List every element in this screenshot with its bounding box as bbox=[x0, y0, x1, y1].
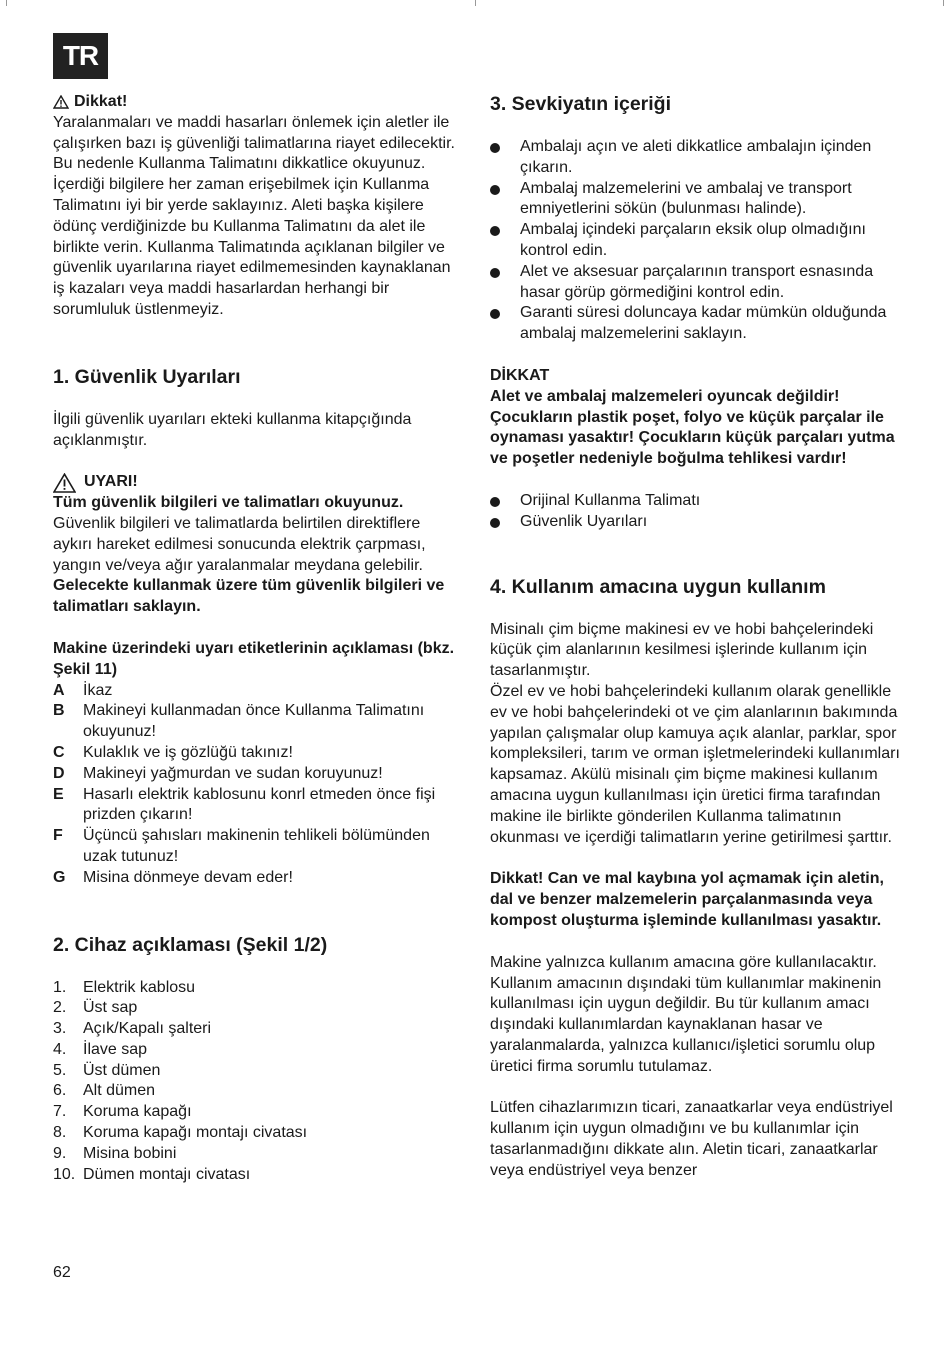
included-documents-list bbox=[490, 491, 900, 533]
list-item: 4. İlave sap bbox=[53, 1040, 148, 1058]
parts-list bbox=[53, 978, 463, 1186]
list-item: 2. Üst sap bbox=[53, 999, 138, 1017]
list-item: A İkaz bbox=[53, 681, 113, 699]
list-item: Ambalaj içindeki parçaların eksik olup olmadığını kontrol edin. bbox=[490, 220, 900, 262]
list-item: 8. Koruma kapağı montajı civatası bbox=[53, 1124, 308, 1142]
list-item: 7. Koruma kapağı bbox=[53, 1103, 192, 1121]
bullet-icon bbox=[490, 512, 520, 533]
crop-mark bbox=[475, 0, 476, 6]
list-item: D Makineyi yağmurdan ve sudan koruyunuz! bbox=[53, 764, 383, 782]
list-item: 5. Üst dümen bbox=[53, 1061, 161, 1079]
warning-labels-list bbox=[53, 681, 463, 889]
warning-icon bbox=[53, 473, 76, 493]
section-4-paragraph-1: Misinalı çim biçme makinesi ev ve hobi bahçelerindeki küçük çim alanlarının kesilmesi işlerinde kullanım için tasarlanmıştır. bbox=[490, 620, 874, 680]
caution-text: Alet ve ambalaj malzemeleri oyuncak değildir! Çocukların plastik poşet, folyo ve küçük parçalar ile oynaması yasaktır! Çocukların küçük parçaları yutma ve poşetler nedeniyle boğulma tehlikesi vardır! bbox=[490, 387, 895, 468]
intro-warning-title bbox=[53, 92, 463, 113]
list-item: C Kulaklık ve iş gözlüğü takınız! bbox=[53, 743, 293, 761]
bullet-icon bbox=[490, 137, 520, 179]
bullet-icon bbox=[490, 491, 520, 512]
list-item: Orijinal Kullanma Talimatı bbox=[490, 491, 900, 512]
list-item: Garanti süresi doluncaya kadar mümkün olduğunda ambalaj malzemelerini saklayın. bbox=[490, 303, 900, 345]
list-item: Ambalaj malzemelerini ve ambalaj ve transport emniyetlerini sökün (bulunması halinde). bbox=[490, 179, 900, 221]
delivery-contents-list bbox=[490, 137, 900, 345]
warning-text: Güvenlik bilgileri ve talimatlarda belirtilen direktiflere aykırı hareket edilmesi sonucunda elektrik çarpması, yangın ve/veya ağır yaralanmalar meydana gelebilir. bbox=[53, 514, 426, 574]
crop-mark bbox=[943, 0, 944, 6]
intro-text: Yaralanmaları ve maddi hasarları önlemek için aletler ile çalışırken bazı iş güvenliği talimatlarına riayet edilecektir. Bu nedenle Kullanma Talimatını dikkatlice okuyunuz. İçerdiği bilgilere her zaman erişebilmek için Kullanma Talimatını iyi bir yerde saklayınız. Aleti başka kişilere ödünç verdiğinizde bu Kullanma Talimatını da alet ile birlikte verin. Kullanma Talimatında açıklanan bilgiler ve güvenlik uyarılarına riayet edilmemesinden kaynaklanan iş kazaları veya maddi hasarlardan herhangi bir sorumluluk üstlenmeyiz. bbox=[53, 113, 455, 318]
section-2-title: 2. Cihaz açıklaması (Şekil 1/2) bbox=[53, 933, 328, 956]
section-4-warning: Dikkat! Can ve mal kaybına yol açmamak için aletin, dal ve benzer malzemelerin parçalanmasında veya kompost oluşturma işleminde kullanılması yasaktır. bbox=[490, 870, 884, 929]
intro-title: Dikkat! bbox=[74, 93, 128, 110]
list-item: Alet ve aksesuar parçalarının transport esnasında hasar görüp görmediğini kontrol edin. bbox=[490, 262, 900, 304]
page-number: 62 bbox=[53, 1264, 71, 1281]
caution-title: DİKKAT bbox=[490, 366, 550, 384]
right-column bbox=[490, 92, 900, 1182]
list-item: E Hasarlı elektrik kablosunu konrl etmeden önce fişi prizden çıkarın! bbox=[53, 785, 436, 824]
bullet-icon bbox=[490, 179, 520, 221]
bullet-icon bbox=[490, 220, 520, 262]
list-item: 1. Elektrik kablosu bbox=[53, 978, 196, 996]
safety-warning-title bbox=[53, 472, 463, 493]
section-1-title: 1. Güvenlik Uyarıları bbox=[53, 365, 241, 388]
section-4-title: 4. Kullanım amacına uygun kullanım bbox=[490, 575, 826, 598]
bullet-icon bbox=[490, 303, 520, 345]
left-column bbox=[53, 92, 463, 1185]
labels-title: Makine üzerindeki uyarı etiketlerinin açıklaması (bkz. Şekil 11) bbox=[53, 639, 455, 678]
warning-bold: Tüm güvenlik bilgileri ve talimatları okuyunuz. bbox=[53, 494, 404, 512]
language-badge: TR bbox=[53, 33, 108, 79]
section-1-intro: İlgili güvenlik uyarıları ekteki kullanma kitapçığında açıklanmıştır. bbox=[53, 410, 412, 449]
section-4-paragraph-4: Lütfen cihazlarımızın ticari, zanaatkarlar veya endüstriyel kullanım için uygun olmadığını ve bu kullanımlar için tasarlanmadığını dikkate alın. Aletin ticari, zanaatkarlar veya endüstriyel veya benzer bbox=[490, 1099, 893, 1179]
list-item: B Makineyi kullanmadan önce Kullanma Talimatını okuyunuz! bbox=[53, 702, 425, 741]
warning-icon bbox=[53, 95, 69, 109]
crop-mark bbox=[6, 0, 7, 6]
section-4-paragraph-3: Makine yalnızca kullanım amacına göre kullanılacaktır. Kullanım amacının dışındaki tüm kullanımlar makinenin kullanılması için uygun değildir. Bu tür kullanım amacı dışındaki kullanımlardan kaynaklanan hasar ve yaralanmalarda, yalnızca kullanıcı/işletici sorumlu olup üretici firma sorumlu tutulamaz. bbox=[490, 953, 882, 1075]
list-item: 3. Açık/Kapalı şalteri bbox=[53, 1020, 212, 1038]
warning-bold-2: Gelecekte kullanmak üzere tüm güvenlik bilgileri ve talimatları saklayın. bbox=[53, 577, 445, 616]
bullet-icon bbox=[490, 262, 520, 304]
section-3-title: 3. Sevkiyatın içeriği bbox=[490, 93, 672, 115]
list-item: 10. Dümen montajı civatası bbox=[53, 1165, 251, 1183]
warning-title: UYARI! bbox=[84, 473, 138, 491]
list-item: F Üçüncü şahısları makinenin tehlikeli bölümünden uzak tutunuz! bbox=[53, 827, 430, 865]
section-4-paragraph-2: Özel ev ve hobi bahçelerindeki kullanım olarak genellikle ev ve hobi bahçelerindeki ot ve çim alanlarının bakımında yapılan çalışmalar olup kamuya açık alanlar, parklar, spor kompleksileri, tarım ve orman işletmelerindeki kullanımları kapsamaz. Akülü misinalı çim biçme makinesi kullanım amacına uygun kullanılması için üretici firma tarafından makine ile birlikte gönderilen Kullanma talimatının okunması ve içerdiği talimatların yerine getirilmesi şarttır. bbox=[490, 682, 900, 846]
list-item: Ambalajı açın ve aleti dikkatlice ambalajın içinden çıkarın. bbox=[490, 137, 900, 179]
list-item: 9. Misina bobini bbox=[53, 1144, 177, 1162]
list-item: Güvenlik Uyarıları bbox=[490, 512, 900, 533]
list-item: G Misina dönmeye devam eder! bbox=[53, 868, 293, 886]
list-item: 6. Alt dümen bbox=[53, 1082, 156, 1100]
